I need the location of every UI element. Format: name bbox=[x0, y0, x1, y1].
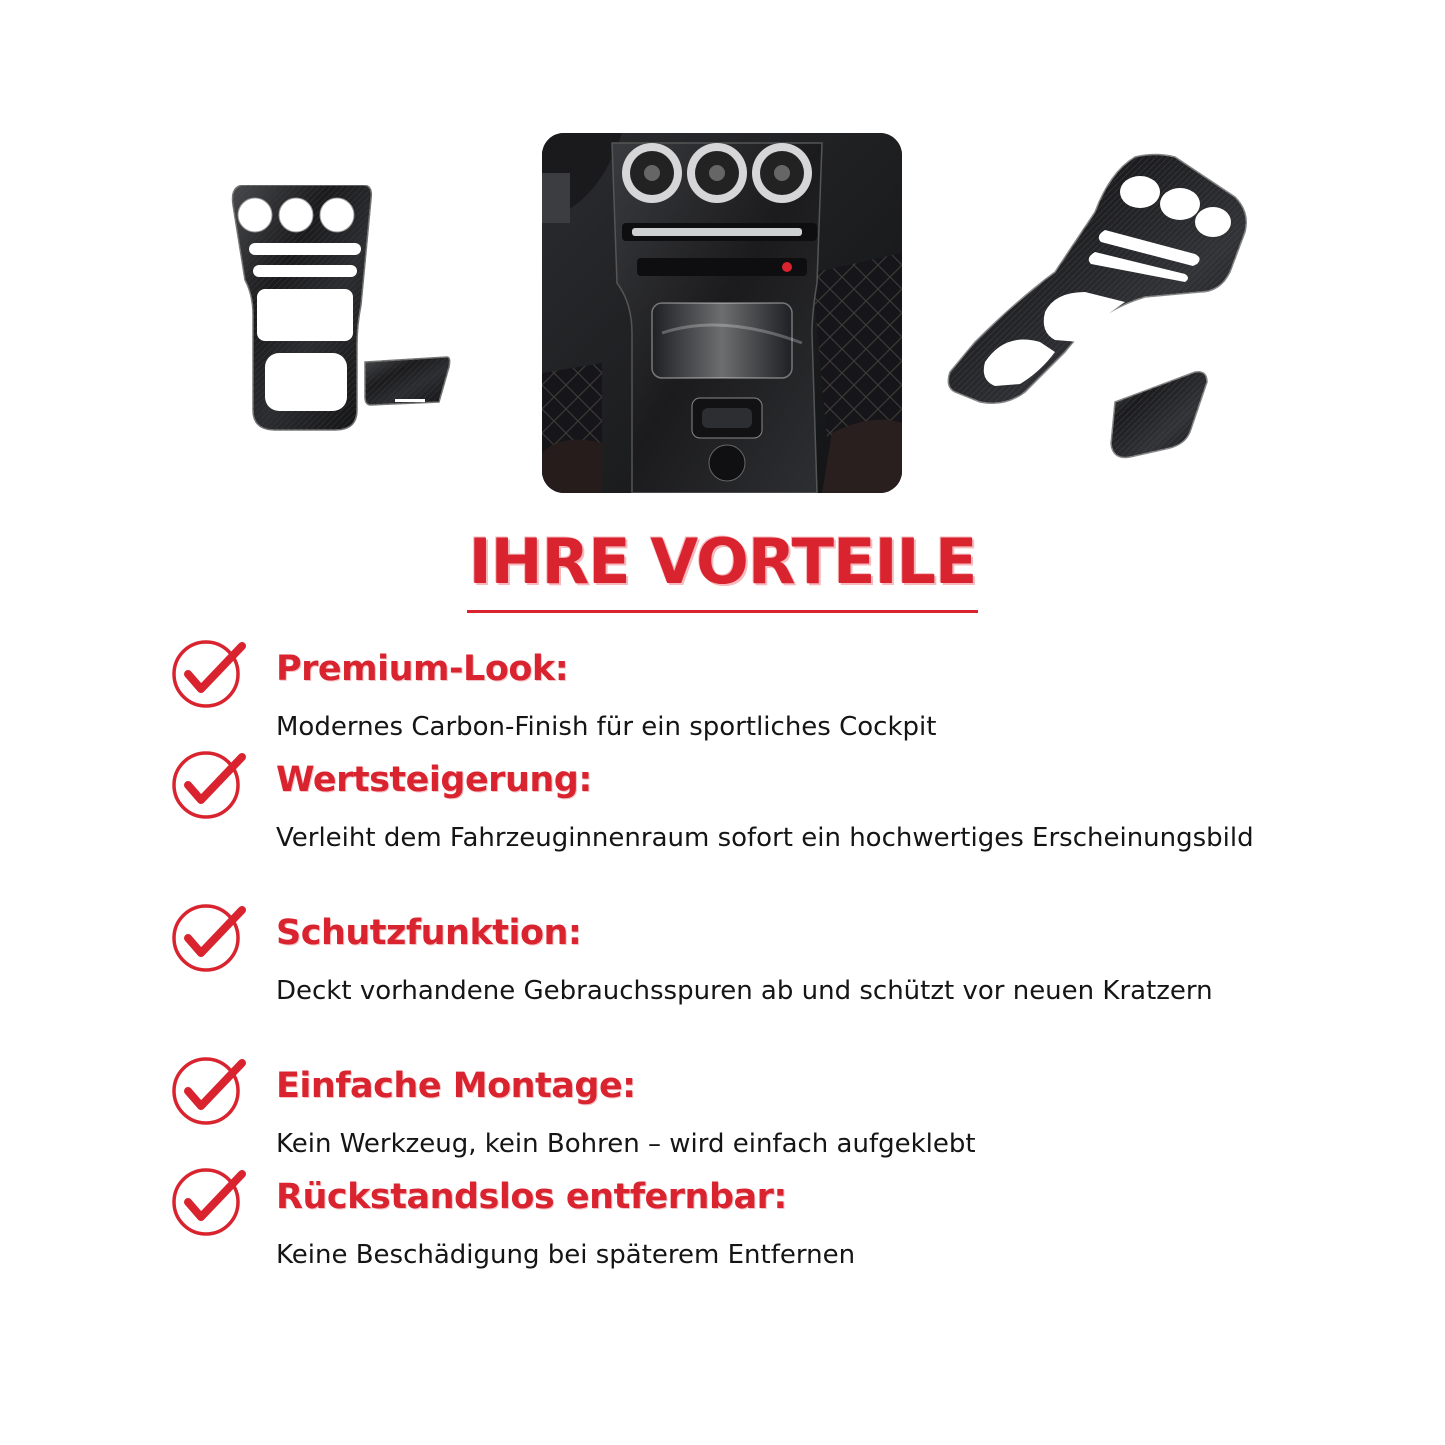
benefit-description: Modernes Carbon-Finish für ein sportliches Cockpit bbox=[276, 712, 937, 742]
check-circle-icon bbox=[170, 1055, 248, 1127]
check-circle-icon bbox=[170, 638, 248, 710]
benefit-title: Wertsteigerung: bbox=[276, 760, 592, 800]
benefit-description: Keine Beschädigung bei späterem Entfernen bbox=[276, 1240, 856, 1270]
check-circle-icon bbox=[170, 1166, 248, 1238]
benefit-title: Schutzfunktion: bbox=[276, 913, 582, 953]
heading-title: IHRE VORTEILE bbox=[467, 520, 979, 613]
benefit-title: Premium-Look: bbox=[276, 649, 569, 689]
benefit-description: Kein Werkzeug, kein Bohren – wird einfach aufgeklebt bbox=[276, 1129, 976, 1159]
benefit-description: Deckt vorhandene Gebrauchsspuren ab und schützt vor neuen Kratzern bbox=[276, 976, 1213, 1006]
check-circle-icon bbox=[170, 749, 248, 821]
benefit-description: Verleiht dem Fahrzeuginnenraum sofort ein hochwertiges Erscheinungsbild bbox=[276, 823, 1254, 853]
benefit-title: Rückstandslos entfernbar: bbox=[276, 1177, 787, 1217]
check-circle-icon bbox=[170, 902, 248, 974]
benefit-title: Einfache Montage: bbox=[276, 1066, 636, 1106]
